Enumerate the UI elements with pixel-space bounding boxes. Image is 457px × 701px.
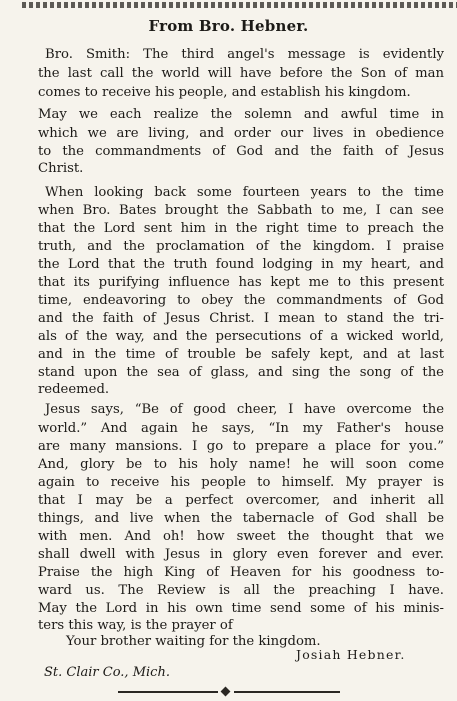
text-line: time, endeavoring to obey the commandments of God [38, 293, 444, 308]
text-line: that its purifying influence has kept me to this present [38, 275, 444, 290]
text-line: and in the time of trouble be safely kept, and at last [38, 347, 444, 362]
bottom-ornament [118, 688, 340, 696]
text-line: May the Lord in his own time send some of his minis- [38, 601, 444, 616]
text-line: with men. And oh! how sweet the thought that we [38, 529, 444, 544]
text-line: When looking back some fourteen years to the time [45, 185, 444, 200]
text-line: the Lord that the truth found lodging in my heart, and [38, 257, 444, 272]
text-line: things, and live when the tabernacle of God shall be [38, 511, 444, 526]
closing-line: Your brother waiting for the kingdom. [66, 634, 321, 649]
text-line: when Bro. Bates brought the Sabbath to me, I can see [38, 203, 444, 218]
text-line: which we are living, and order our lives in obedience [38, 126, 444, 141]
article-heading: From Bro. Hebner. [148, 17, 309, 35]
text-line: the last call the world will have before the Son of man [38, 66, 444, 81]
text-line: And, glory be to his holy name! he will soon come [38, 457, 444, 472]
text-line: Praise the high King of Heaven for his goodness to- [38, 565, 444, 580]
text-line: that I may be a perfect overcomer, and inherit all [38, 493, 444, 508]
text-line: May we each realize the solemn and awful time in [38, 107, 444, 122]
text-line: are many mansions. I go to prepare a place for you.” [38, 439, 444, 454]
text-line: world.” And again he says, “In my Father's house [38, 421, 444, 436]
text-line: to the commandments of God and the faith of Jesus [38, 144, 444, 159]
text-line: that the Lord sent him in the right time to preach the [38, 221, 444, 236]
text-line: shall dwell with Jesus in glory even forever and ever. [38, 547, 444, 562]
text-line: redeemed. [38, 382, 110, 397]
place-line: St. Clair Co., Mich. [44, 665, 170, 680]
text-line: comes to receive his people, and establish his kingdom. [38, 85, 411, 100]
text-line: and the faith of Jesus Christ. I mean to stand the tri- [38, 311, 444, 326]
text-line: truth, and the proclamation of the kingdom. I praise [38, 239, 444, 254]
text-line: ters this way, is the prayer of [38, 618, 233, 633]
text-line: Christ. [38, 161, 84, 176]
top-ornamental-rule [22, 2, 457, 8]
text-line: ward us. The Review is all the preaching I have. [38, 583, 444, 598]
text-line: again to receive his people to himself. My prayer is [38, 475, 444, 490]
signature: Josiah Hebner. [296, 647, 406, 662]
text-line: stand upon the sea of glass, and sing the song of the [38, 365, 444, 380]
text-line: Bro. Smith: The third angel's message is evidently [45, 47, 444, 62]
text-line: Jesus says, “Be of good cheer, I have overcome the [45, 402, 444, 417]
text-line: als of the way, and the persecutions of a wicked world, [38, 329, 444, 344]
